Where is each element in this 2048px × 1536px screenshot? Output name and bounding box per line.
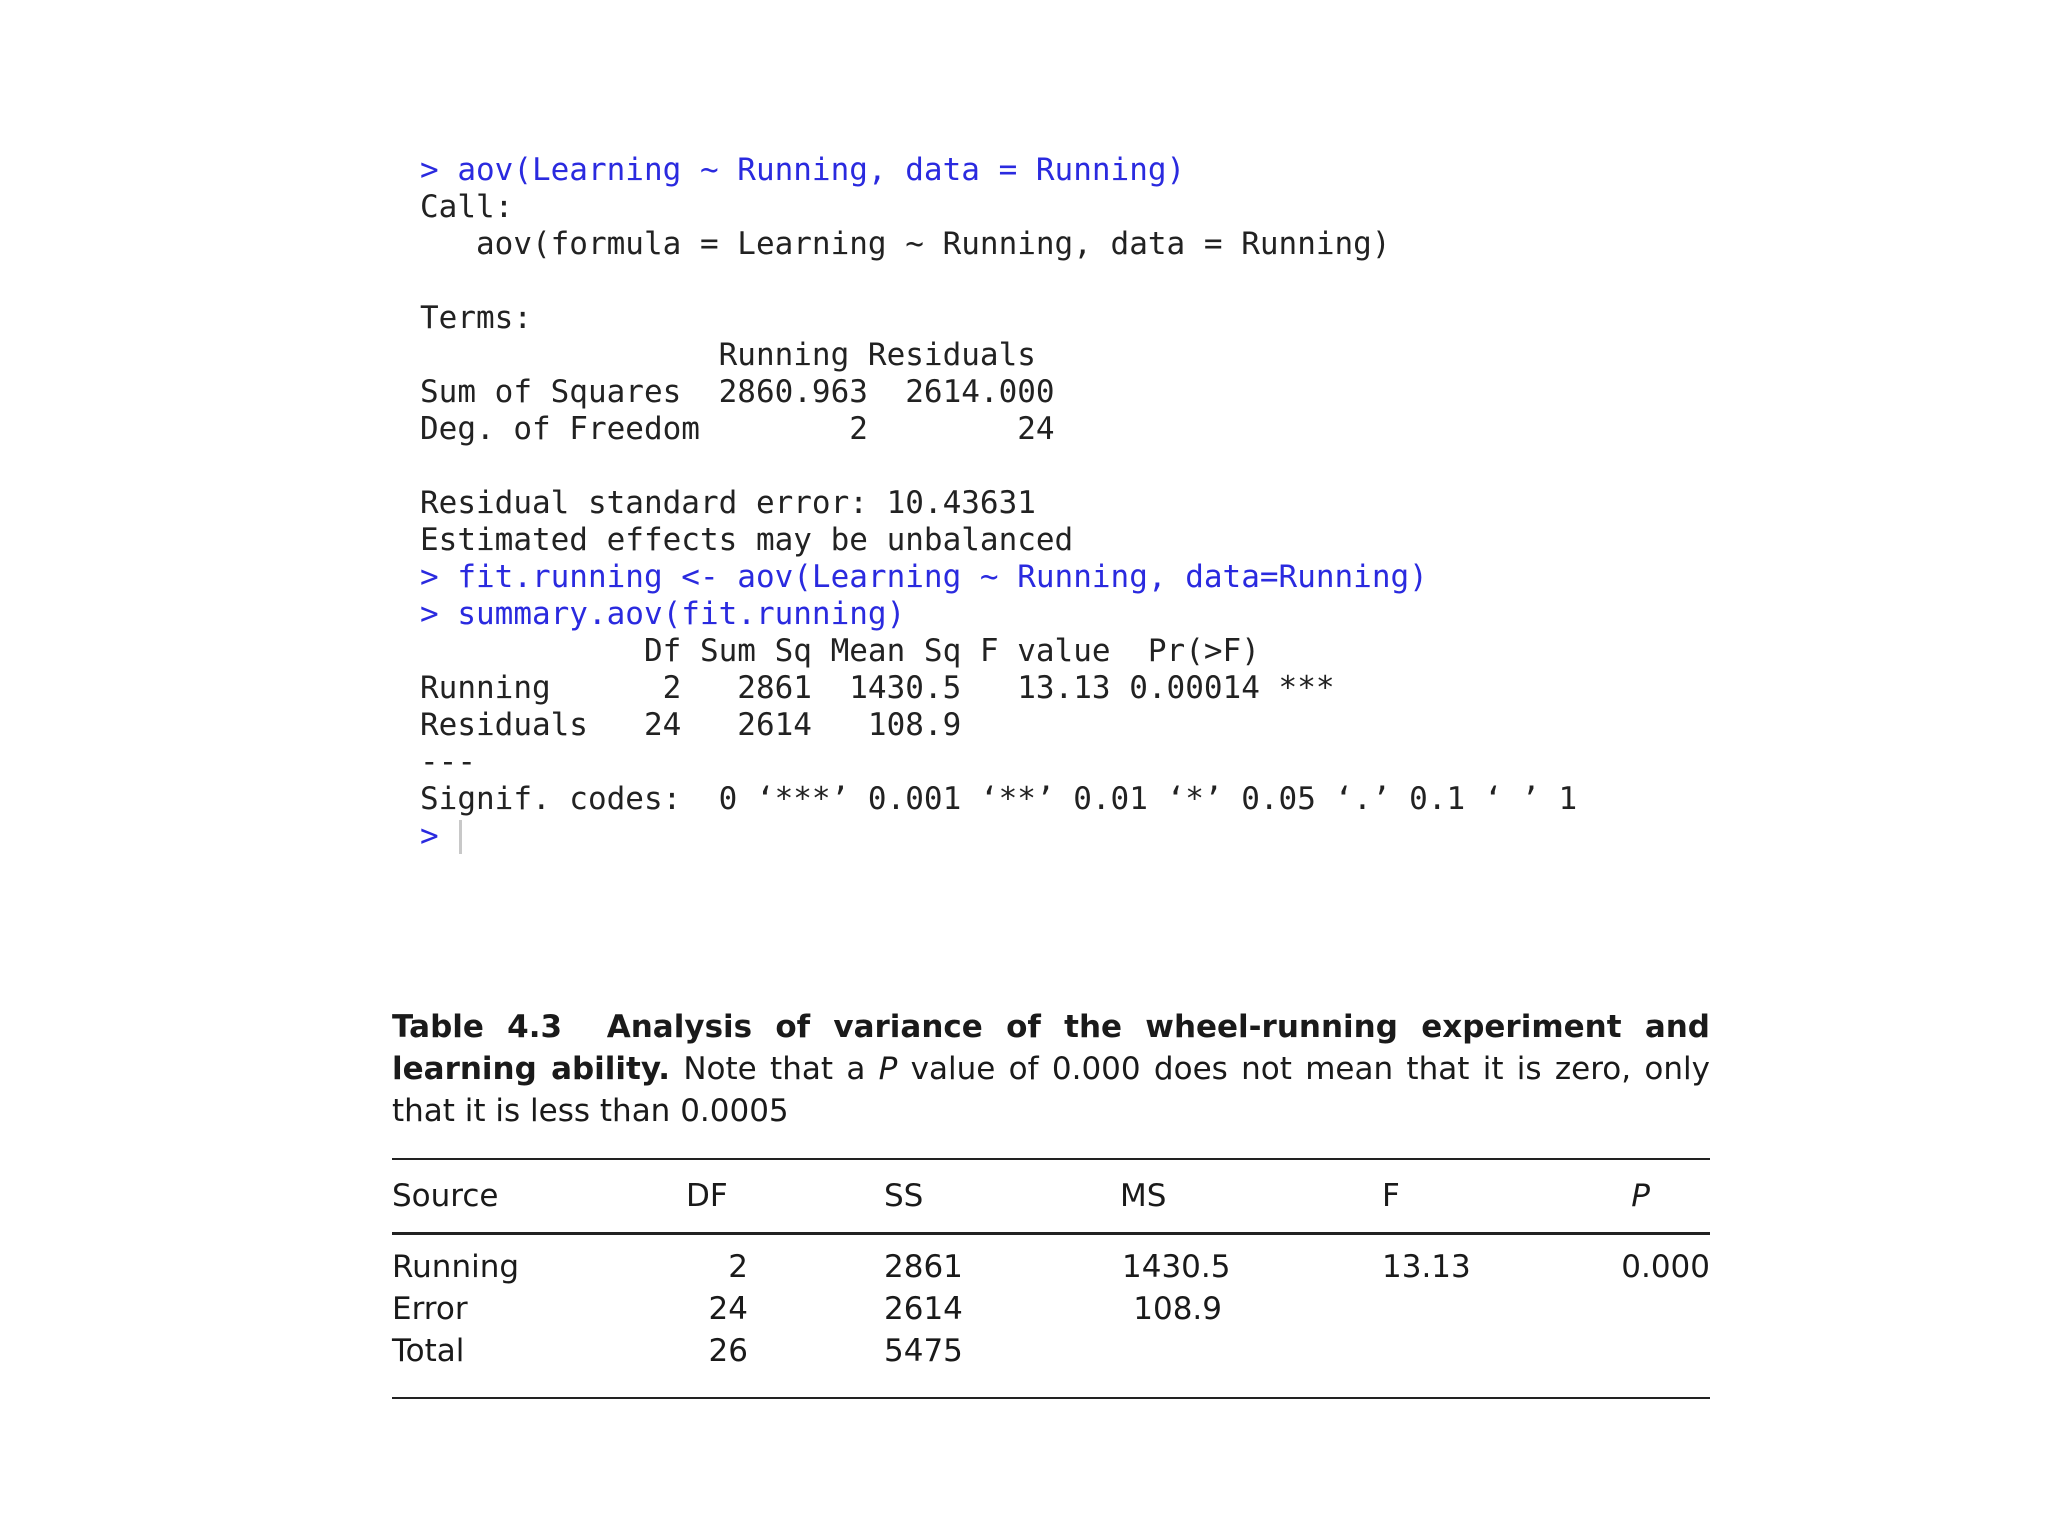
cell-source: Error [392, 1291, 468, 1327]
console-output-line: Running Residuals [420, 337, 1036, 373]
caption-title: Analysis of variance of the wheel-running experiment and learning ability. [392, 1009, 1710, 1087]
console-output-line [420, 263, 1577, 300]
console-output-line: Residual standard error: 10.43631 [420, 485, 1036, 521]
header-ss: SS [884, 1178, 924, 1214]
cell-df: 24 [708, 1291, 748, 1327]
table-header-row [392, 1160, 1710, 1232]
console-output-line: Signif. codes: 0 ‘***’ 0.001 ‘**’ 0.01 ‘*’ 0.05 ‘.’ 0.1 ‘ ’ 1 [420, 781, 1578, 817]
table-row [392, 1333, 1710, 1375]
cell-ss: 5475 [884, 1333, 963, 1369]
console-output-line [420, 448, 1577, 485]
console-prompt-line[interactable] [420, 818, 1577, 855]
anova-table [392, 1158, 1710, 1399]
console-output-line: Df Sum Sq Mean Sq F value Pr(>F) [420, 633, 1260, 669]
console-output-line: Call: [420, 189, 514, 225]
console-prompt: > [420, 818, 439, 854]
cell-f: 13.13 [1382, 1249, 1471, 1285]
console-output-line: Terms: [420, 300, 532, 336]
cell-ms: 108.9 [1133, 1291, 1222, 1327]
cell-ss: 2861 [884, 1249, 963, 1285]
header-source: Source [392, 1178, 499, 1214]
cell-ms: 1430.5 [1122, 1249, 1231, 1285]
console-command-line: > fit.running <- aov(Learning ~ Running, data=Running) [420, 559, 1428, 595]
console-command-line: > aov(Learning ~ Running, data = Running) [420, 152, 1186, 188]
caption-note-before: Note that a [683, 1051, 866, 1087]
caption-label: Table 4.3 [392, 1009, 563, 1045]
cell-ss: 2614 [884, 1291, 963, 1327]
header-f: F [1382, 1178, 1400, 1214]
console-output-line: Residuals 24 2614 108.9 [420, 707, 962, 743]
cell-source: Total [392, 1333, 465, 1369]
console-output-line: Sum of Squares 2860.963 2614.000 [420, 374, 1055, 410]
cell-source: Running [392, 1249, 520, 1285]
console-output-line: Deg. of Freedom 2 24 [420, 411, 1055, 447]
table-bottom-rule [392, 1397, 1710, 1399]
caption-note-p: P [878, 1051, 898, 1087]
r-console-output [420, 152, 1577, 855]
console-output-line: Running 2 2861 1430.5 13.13 0.00014 *** [420, 670, 1335, 706]
header-ms: MS [1120, 1178, 1167, 1214]
console-output-line: --- [420, 744, 476, 780]
console-output-line: Estimated effects may be unbalanced [420, 522, 1074, 558]
console-output-line: aov(formula = Learning ~ Running, data = Running) [420, 226, 1391, 262]
table-body [392, 1235, 1710, 1397]
console-command-line: > summary.aov(fit.running) [420, 596, 906, 632]
cell-df: 2 [728, 1249, 748, 1285]
text-cursor [459, 820, 462, 854]
table-row [392, 1249, 1710, 1291]
header-p: P [1631, 1178, 1650, 1214]
cell-df: 26 [708, 1333, 748, 1369]
caption-note-after: value of 0.000 does not mean that it is zero, only that it is less than 0.0005 [392, 1051, 1710, 1129]
header-df: DF [686, 1178, 728, 1214]
cell-p: 0.000 [1621, 1249, 1710, 1285]
table-caption [392, 1006, 1710, 1132]
console-lines [420, 152, 1577, 818]
table-row [392, 1291, 1710, 1333]
